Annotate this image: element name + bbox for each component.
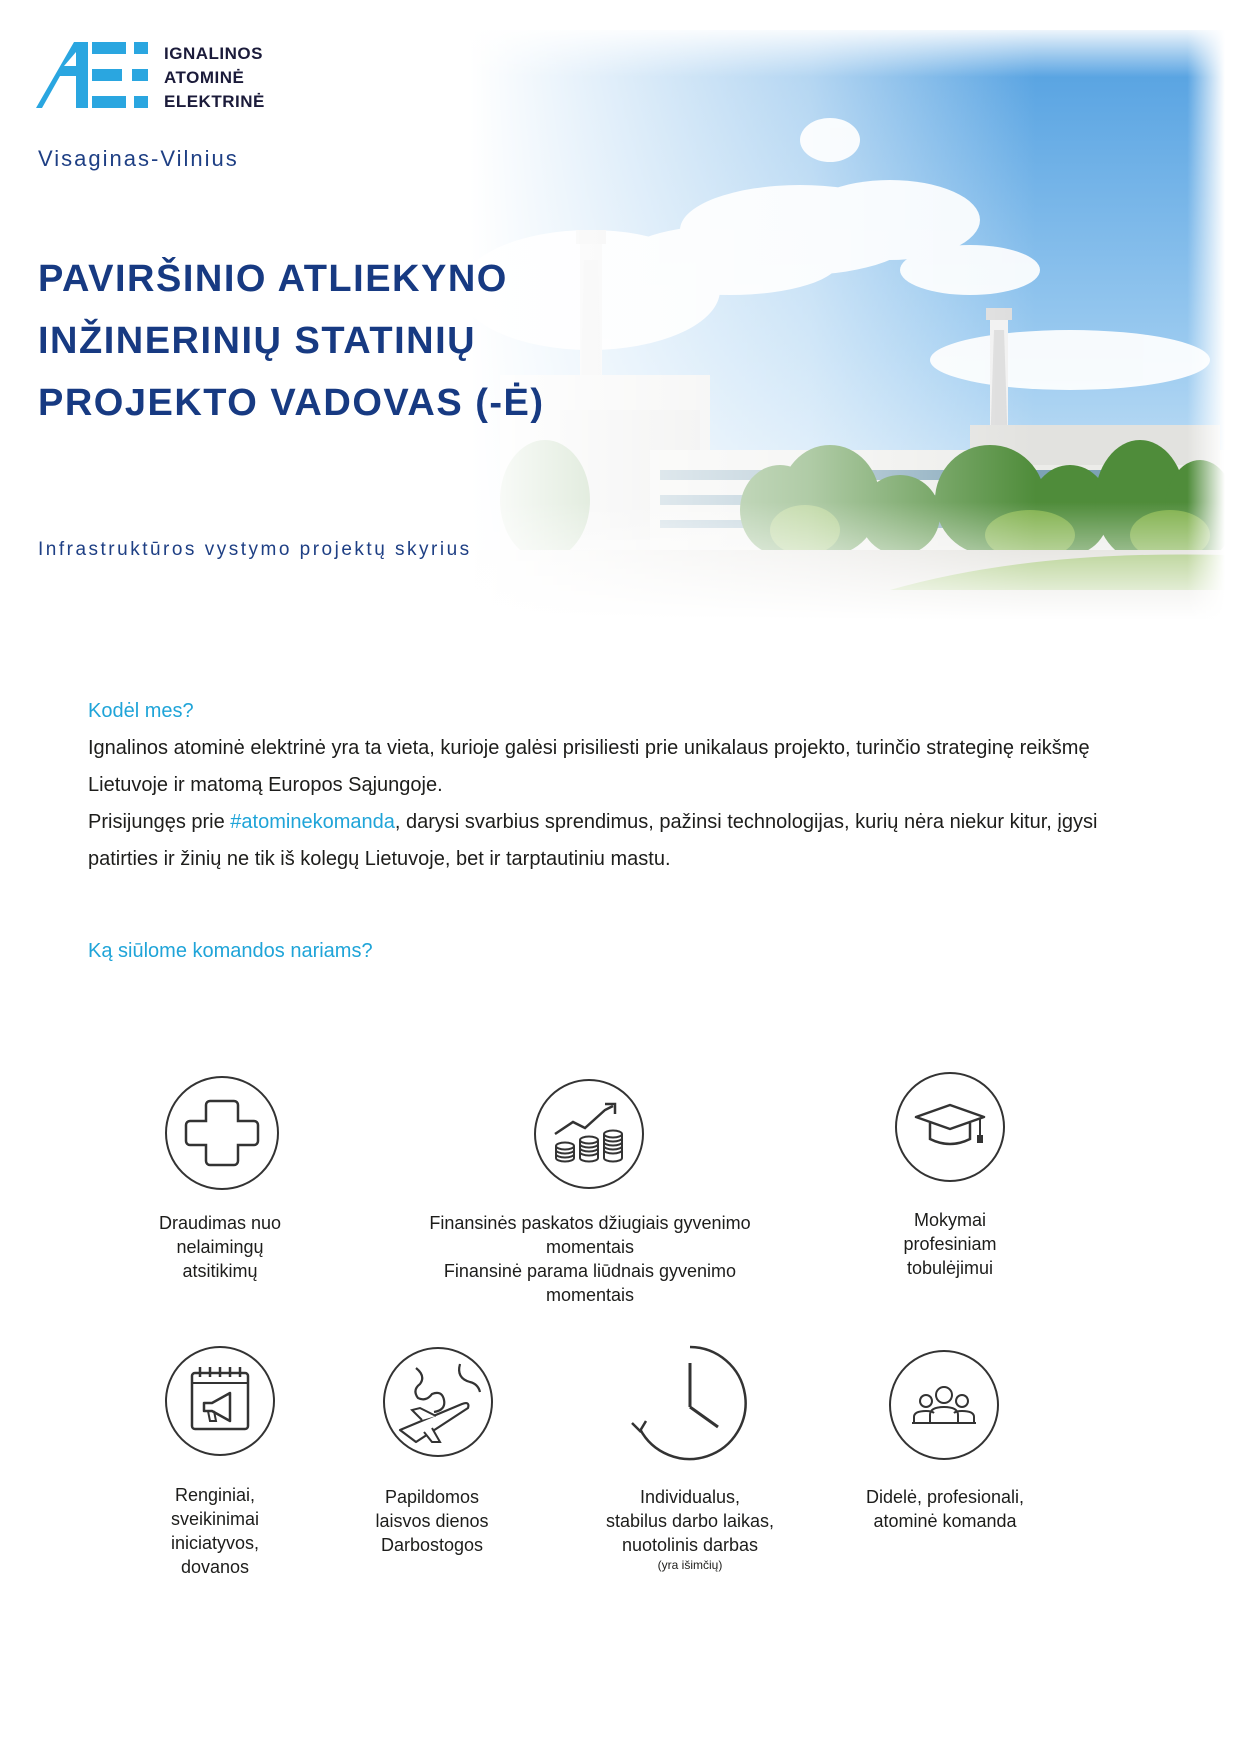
logo-wordmark [164,42,265,114]
benefit-line: nelaimingų [176,1237,264,1257]
intro-text [88,730,1168,878]
logo-ae-mark-icon [36,42,148,108]
benefit-line: nuotolinis darbas [621,1535,759,1555]
benefit-line: Papildomos [384,1487,480,1507]
intro-paragraph [88,804,1168,878]
job-title-line: PROJEKTO VADOVAS (-Ė) [38,382,545,424]
globe-plane-icon [382,1346,494,1458]
benefit-line: Renginiai, [174,1485,256,1505]
company-logo [36,42,276,117]
job-title [38,248,545,434]
benefit-line: Mokymai [913,1210,986,1230]
logo-line: ELEKTRINĖ [164,92,265,111]
hashtag-link[interactable]: #atominekomanda [230,811,395,833]
benefit-line: Darbostogos [380,1535,484,1555]
calendar-megaphone-icon [164,1345,276,1457]
benefit-line: Draudimas nuo [158,1213,282,1233]
clock-icon [630,1343,750,1463]
benefit-line: Finansinės paskatos džiugiais gyvenimo [429,1213,751,1233]
benefit-line: laisvos dienos [375,1511,489,1531]
benefit-training [870,1208,1030,1280]
benefit-line: stabilus darbo laikas, [605,1511,775,1531]
benefit-events [130,1483,300,1579]
intro-text-part: Prisijungęs prie [88,811,231,833]
benefit-team [840,1485,1050,1533]
benefit-insurance [120,1211,320,1283]
benefit-schedule [580,1485,800,1573]
benefit-line: profesiniam [903,1234,997,1254]
benefit-line: sveikinimai [170,1509,260,1529]
benefit-vacation [352,1485,512,1557]
graduation-cap-icon [894,1071,1006,1183]
intro-text-part: , darysi svarbius sprendimus, pažinsi technologijas, kurių nėra niekur kitur, įgysi patirties ir žinių ne tik iš kolegų Lietuvoje, bet ir tarptautiniu mastu. [88,811,1098,870]
intro-paragraph: Ignalinos atominė elektrinė yra ta vieta, kurioje galėsi prisiliesti prie unikalaus projekto, turinčio strateginę reikšmę Lietuvoje ir matomą Europos Sąjungoje. [88,737,1090,796]
benefit-line: Finansinė parama liūdnais gyvenimo [443,1261,737,1281]
benefit-finance [380,1211,800,1307]
offer-heading: Ką siūlome komandos nariams? [88,940,373,962]
benefit-line: tobulėjimui [906,1258,994,1278]
benefit-line: Individualus, [639,1487,741,1507]
benefit-line: momentais [545,1237,635,1257]
department-text: Infrastruktūros vystymo projektų skyrius [38,539,472,560]
benefit-line: atominė komanda [873,1511,1017,1531]
job-title-line: PAVIRŠINIO ATLIEKYNO [38,258,508,300]
location-text: Visaginas-Vilnius [38,146,239,171]
power-plant-photo [470,30,1225,620]
medical-cross-icon [164,1075,280,1191]
exception-note: (yra išimčių) [657,1558,723,1572]
coins-growth-icon [533,1078,645,1190]
job-title-line: INŽINERINIŲ STATINIŲ [38,320,477,362]
benefit-line: Didelė, profesionali, [865,1487,1025,1507]
logo-line: ATOMINĖ [164,68,245,87]
header-hero [0,0,1240,640]
benefit-line: momentais [545,1285,635,1305]
benefit-line: iniciatyvos, [170,1533,260,1553]
benefit-line: atsitikimų [182,1261,258,1281]
team-people-icon [888,1349,1000,1461]
benefit-line: dovanos [180,1557,250,1577]
logo-line: IGNALINOS [164,44,263,63]
why-us-heading: Kodėl mes? [88,700,194,722]
